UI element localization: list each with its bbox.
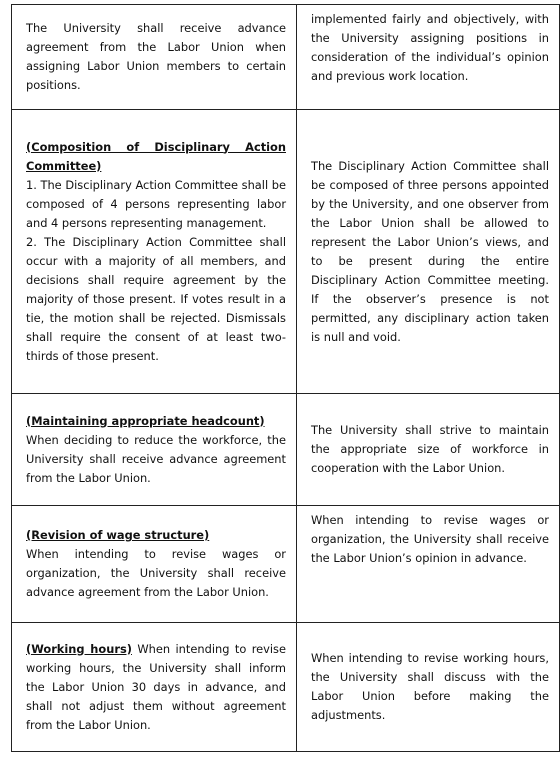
cell-paragraph: The University shall strive to maintain the appropriate size of workforce in cooperation with the Labor Union. [311,423,549,475]
cell-paragraph: implemented fairly and objectively, with the University assigning positions in consideration of the individual’s opinion and previous work location. [311,12,549,83]
right-cell [297,5,560,110]
section-heading: (Working hours) [26,641,132,656]
cell-paragraph: 1. The Disciplinary Action Committee shall be composed of 4 persons representing labor and 4 persons representing management. [26,177,286,230]
cell-paragraph: When intending to revise working hours, the University shall discuss with the Labor Union before making the adjustments. [311,651,549,722]
cell-paragraph: The University shall receive advance agreement from the Labor Union when assigning Labor Union members to certain positions. [26,21,286,92]
cell-paragraph: 2. The Disciplinary Action Committee shall occur with a majority of all members, and decisions shall require agreement by the majority of those present. If votes result in a tie, the motion shall be rejected. Dismissals shall require the consent of at least two-thirds of those present. [26,234,286,363]
cell-paragraph: When intending to revise wages or organization, the University shall receive advance agreement from the Labor Union. [26,547,286,599]
left-cell [12,110,297,394]
cell-paragraph: When deciding to reduce the workforce, the University shall receive advance agreement from the Labor Union. [26,432,286,485]
section-heading: (Composition of Disciplinary Action Committee) [26,139,286,173]
table-row [12,623,560,752]
section-heading: (Revision of wage structure) [26,528,210,542]
table-row [12,5,560,110]
left-cell [12,623,297,752]
left-cell [12,394,297,506]
cell-paragraph: The Disciplinary Action Committee shall be composed of three persons appointed by the University, and one observer from the Labor Union shall be allowed to represent the Labor Union’s views, and to be present during the entire Disciplinary Action Committee meeting. If the observer’s presence is not permitted, any disciplinary action taken is null and void. [311,158,549,344]
table-row [12,394,560,506]
right-cell [297,110,560,394]
section-heading: (Maintaining appropriate headcount) [26,413,265,428]
right-cell [297,394,560,506]
right-cell [297,506,560,623]
comparison-table [11,4,560,752]
left-cell [12,506,297,623]
left-cell [12,5,297,110]
inline-text: When intending to revise working hours, the University shall inform the Labor Union 30 days in advance, and shall not adjust them without agreement from the Labor Union. [26,641,286,732]
table-row [12,506,560,623]
right-cell [297,623,560,752]
cell-paragraph [26,640,286,735]
table-row [12,110,560,394]
cell-paragraph: When intending to revise wages or organization, the University shall receive the Labor Union’s opinion in advance. [311,513,549,565]
